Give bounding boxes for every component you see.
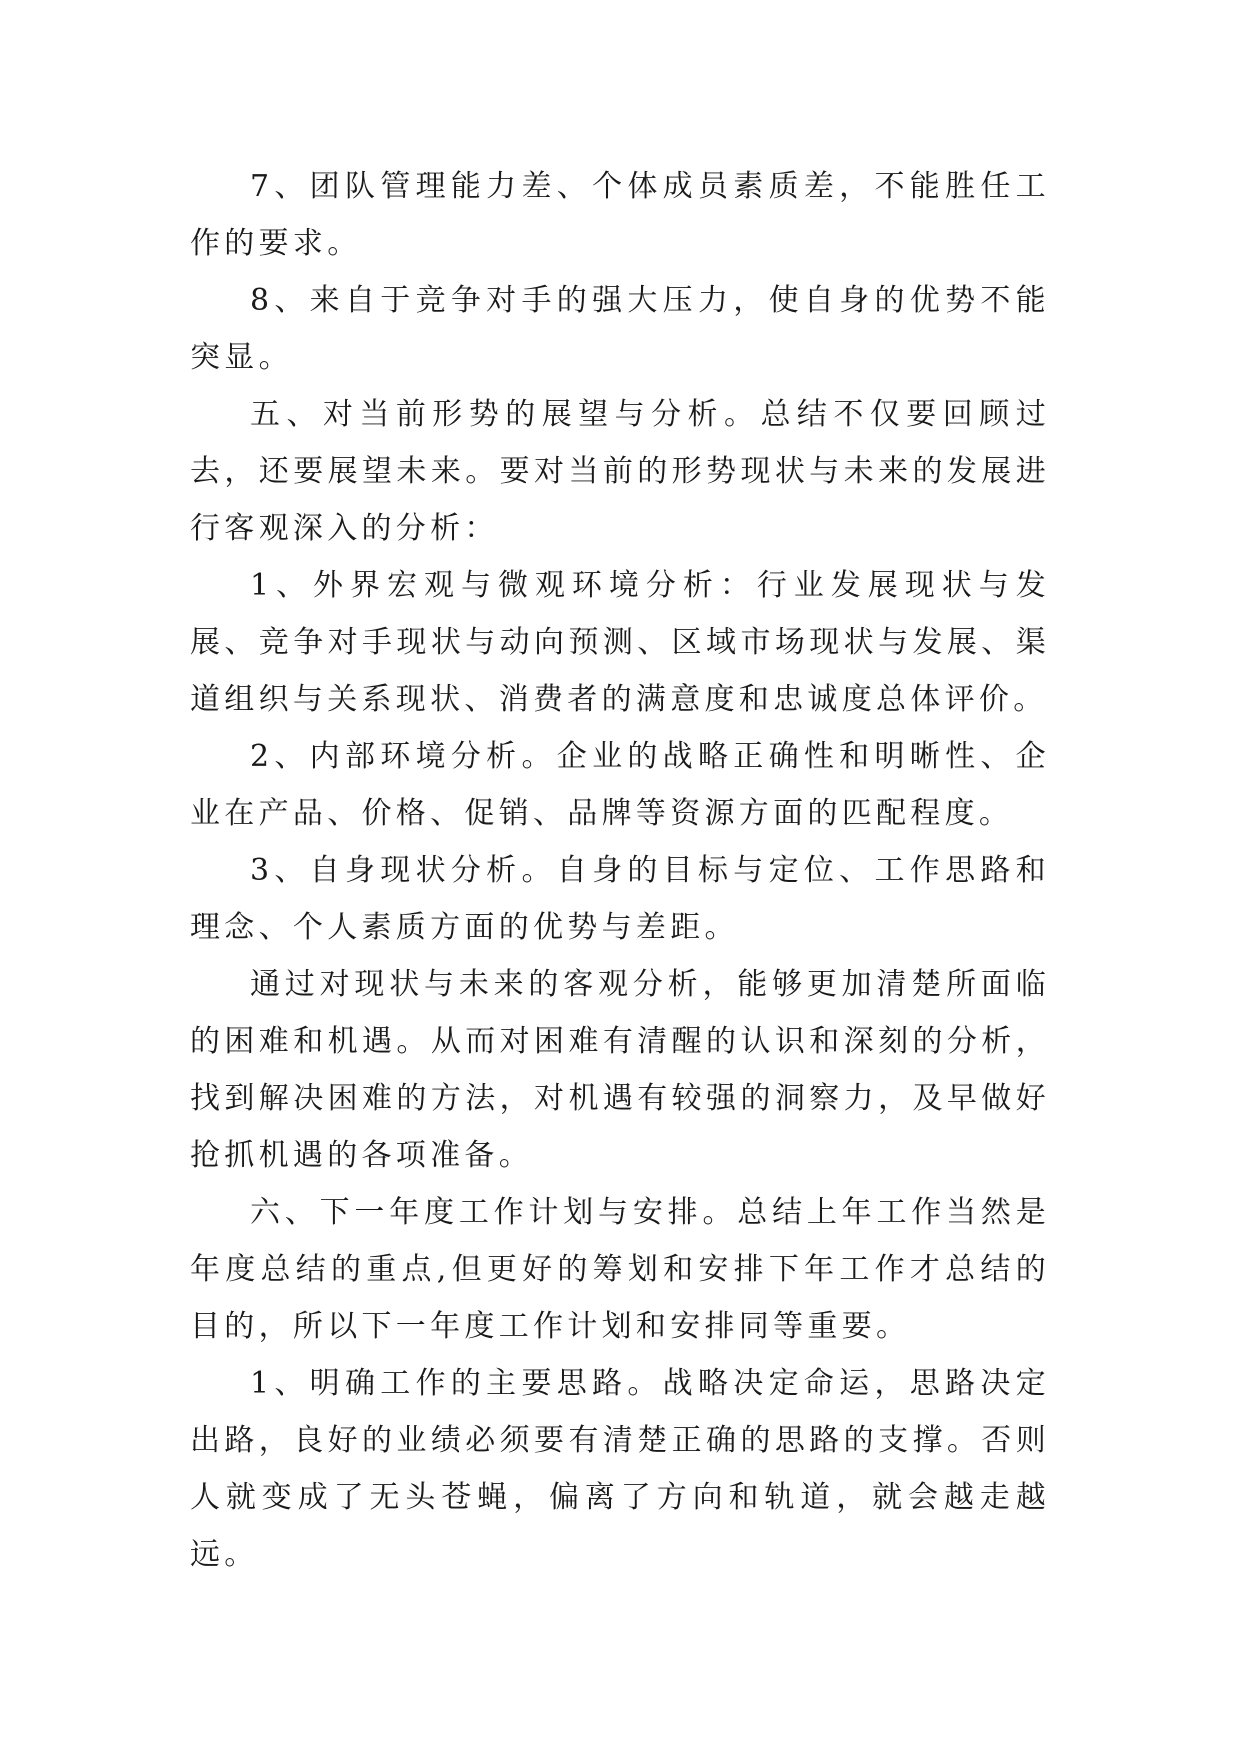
paragraph-main-ideas: 1、明确工作的主要思路。战略决定命运，思路决定出路，良好的业绩必须要有清楚正确的思路的支撑。否则人就变成了无头苍蝇，偏离了方向和轨道，就会越走越远。 — [190, 1366, 1050, 1572]
section-six-heading: 六、下一年度工作计划与安排。总结上年工作当然是年度总结的重点,但更好的筹划和安排下年工作才总结的目的，所以下一年度工作计划和安排同等重要。 — [190, 1195, 1050, 1344]
paragraph-external-analysis: 1、外界宏观与微观环境分析：行业发展现状与发展、竞争对手现状与动向预测、区域市场现状与发展、渠道组织与关系现状、消费者的满意度和忠诚度总体评价。 — [190, 568, 1050, 717]
paragraph-item-7: 7、团队管理能力差、个体成员素质差，不能胜任工作的要求。 — [190, 169, 1050, 261]
paragraph-self-analysis: 3、自身现状分析。自身的目标与定位、工作思路和理念、个人素质方面的优势与差距。 — [190, 853, 1050, 945]
section-five-heading: 五、对当前形势的展望与分析。总结不仅要回顾过去，还要展望未来。要对当前的形势现状与未来的发展进行客观深入的分析： — [190, 397, 1050, 546]
paragraph-item-8: 8、来自于竞争对手的强大压力，使自身的优势不能突显。 — [190, 283, 1050, 375]
paragraph-conclusion-analysis: 通过对现状与未来的客观分析，能够更加清楚所面临的困难和机遇。从而对困难有清醒的认识和深刻的分析，找到解决困难的方法，对机遇有较强的洞察力，及早做好抢抓机遇的各项准备。 — [190, 967, 1050, 1173]
document-body — [190, 158, 1050, 1583]
paragraph-internal-analysis: 2、内部环境分析。企业的战略正确性和明晰性、企业在产品、价格、促销、品牌等资源方面的匹配程度。 — [190, 739, 1050, 831]
